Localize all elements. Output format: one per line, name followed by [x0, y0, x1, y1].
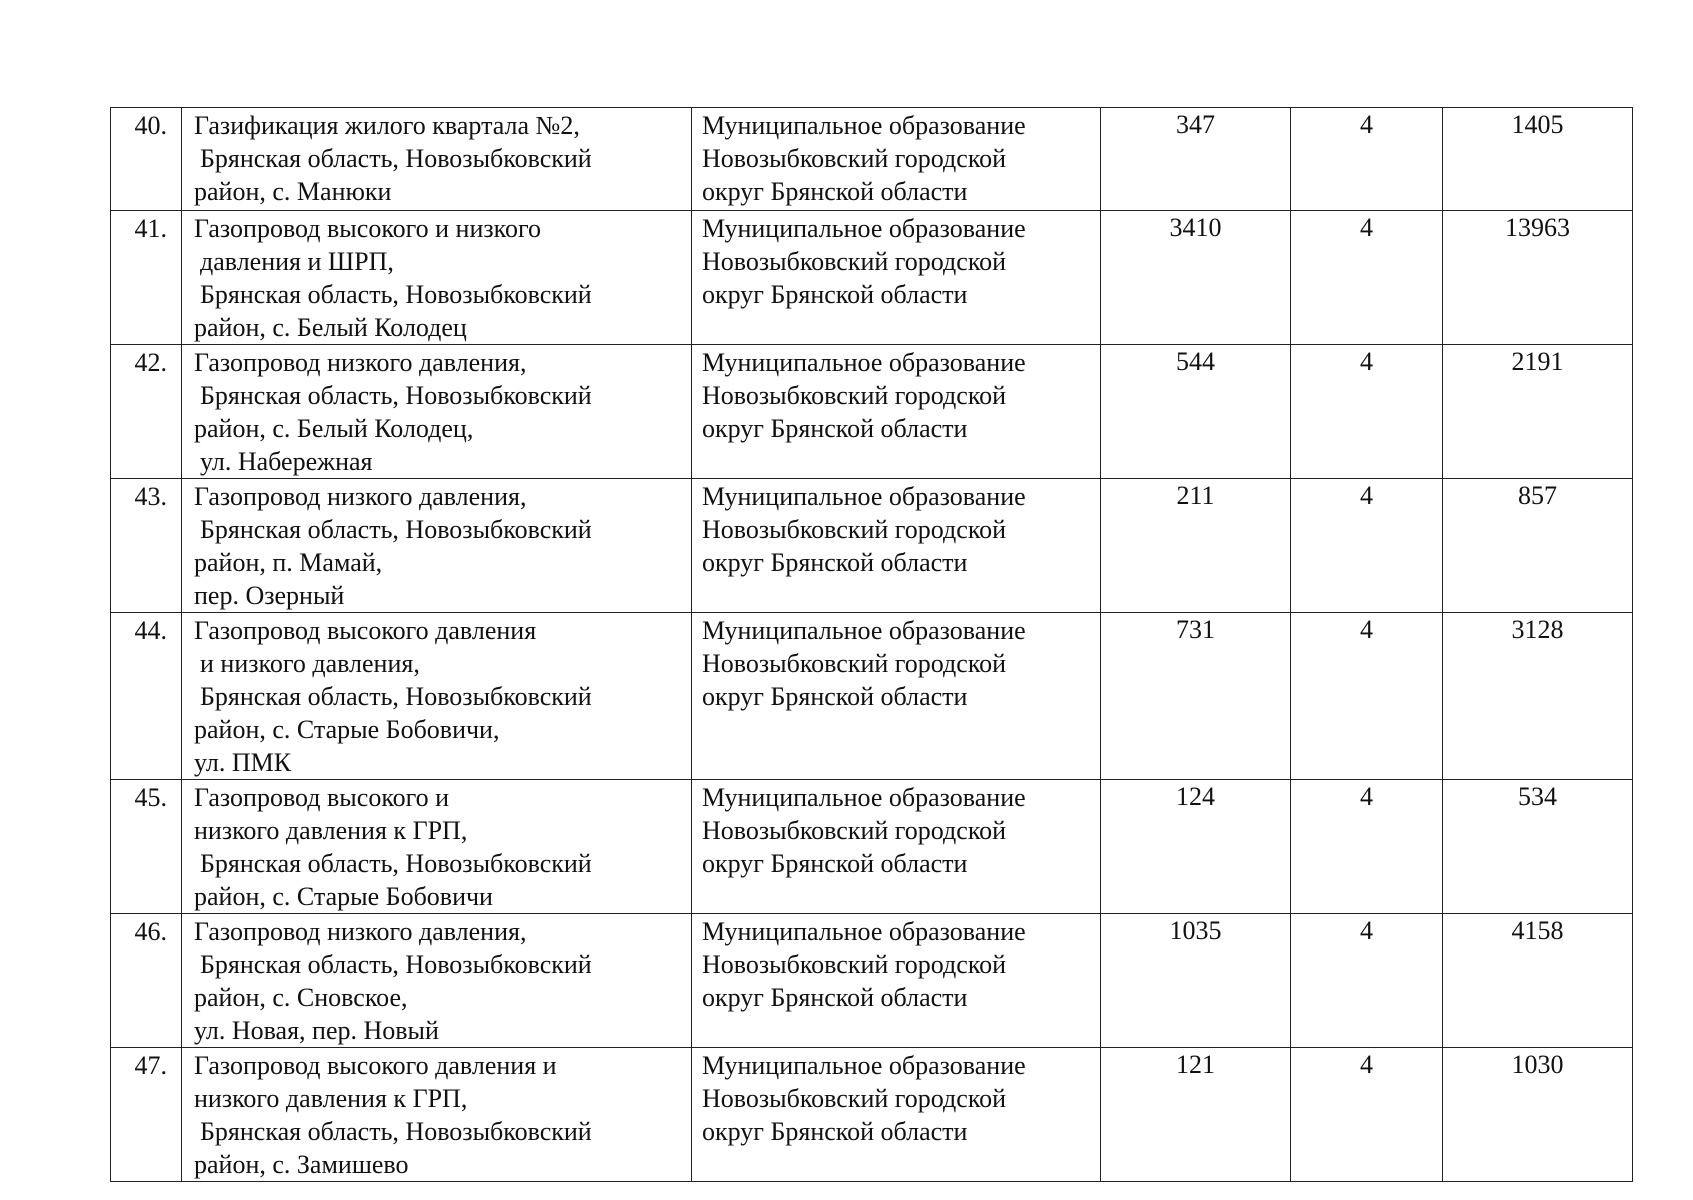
row-number: 47.: [111, 1048, 182, 1182]
cost-value: 2191: [1443, 345, 1633, 479]
owner-line: округ Брянской области: [702, 177, 968, 206]
owner-line: Новозыбковский городской: [702, 649, 1007, 678]
table-row: [111, 914, 1633, 1048]
table-row: [111, 108, 1633, 211]
cost-value: 857: [1443, 479, 1633, 613]
object-name-line: Брянская область, Новозыбковский: [200, 381, 592, 410]
property-registry-table: [110, 107, 1633, 1182]
object-name-line: Брянская область, Новозыбковский: [200, 682, 592, 711]
owner-line: округ Брянской области: [702, 1117, 968, 1146]
object-name-line: Брянская область, Новозыбковский: [200, 950, 592, 979]
owner-line: Муниципальное образование: [702, 111, 1026, 140]
owner-name: [692, 108, 1101, 211]
owner-name: [692, 479, 1101, 613]
object-name-line: Газопровод низкого давления,: [194, 348, 527, 377]
length-value: 124: [1101, 780, 1291, 914]
length-value: 731: [1101, 613, 1291, 780]
category-value: 4: [1291, 108, 1443, 211]
object-name: [182, 345, 692, 479]
owner-name: [692, 345, 1101, 479]
row-number: 40.: [111, 108, 182, 211]
cost-value: 1030: [1443, 1048, 1633, 1182]
object-name: [182, 1048, 692, 1182]
object-name-line: Газопровод низкого давления,: [194, 482, 527, 511]
object-name-line: Брянская область, Новозыбковский: [200, 515, 592, 544]
cost-value: 4158: [1443, 914, 1633, 1048]
owner-line: Новозыбковский городской: [702, 1084, 1007, 1113]
object-name-line: район, с. Белый Колодец: [194, 313, 467, 342]
object-name: [182, 780, 692, 914]
cost-value: 534: [1443, 780, 1633, 914]
object-name-line: Газопровод высокого и низкого: [194, 214, 541, 243]
object-name-line: Газопровод высокого давления и: [194, 1051, 557, 1080]
row-number: 41.: [111, 211, 182, 345]
owner-name: [692, 914, 1101, 1048]
length-value: 121: [1101, 1048, 1291, 1182]
owner-name: [692, 780, 1101, 914]
object-name-line: ул. Новая, пер. Новый: [194, 1016, 439, 1045]
object-name-line: давления и ШРП,: [200, 247, 394, 276]
table-row: [111, 479, 1633, 613]
category-value: 4: [1291, 211, 1443, 345]
object-name: [182, 914, 692, 1048]
object-name-line: ул. ПМК: [194, 748, 292, 777]
row-number: 44.: [111, 613, 182, 780]
object-name-line: пер. Озерный: [194, 581, 345, 610]
length-value: 544: [1101, 345, 1291, 479]
table-row: [111, 613, 1633, 780]
length-value: 3410: [1101, 211, 1291, 345]
object-name-line: район, с. Старые Бобовичи,: [194, 715, 500, 744]
object-name: [182, 108, 692, 211]
object-name-line: Брянская область, Новозыбковский: [200, 1117, 592, 1146]
owner-line: округ Брянской области: [702, 548, 968, 577]
category-value: 4: [1291, 479, 1443, 613]
cost-value: 1405: [1443, 108, 1633, 211]
owner-line: округ Брянской области: [702, 983, 968, 1012]
row-number: 42.: [111, 345, 182, 479]
owner-line: округ Брянской области: [702, 280, 968, 309]
cost-value: 3128: [1443, 613, 1633, 780]
object-name-line: Газопровод высокого давления: [194, 616, 537, 645]
category-value: 4: [1291, 780, 1443, 914]
object-name-line: район, п. Мамай,: [194, 548, 383, 577]
category-value: 4: [1291, 613, 1443, 780]
object-name-line: район, с. Сновское,: [194, 983, 408, 1012]
object-name-line: низкого давления к ГРП,: [194, 816, 468, 845]
table-row: [111, 780, 1633, 914]
object-name-line: Брянская область, Новозыбковский: [200, 280, 592, 309]
object-name-line: Газопровод низкого давления,: [194, 917, 527, 946]
object-name-line: район, с. Белый Колодец,: [194, 414, 474, 443]
category-value: 4: [1291, 914, 1443, 1048]
owner-line: округ Брянской области: [702, 849, 968, 878]
row-number: 43.: [111, 479, 182, 613]
owner-name: [692, 1048, 1101, 1182]
owner-line: Муниципальное образование: [702, 783, 1026, 812]
object-name-line: Газопровод высокого и: [194, 783, 450, 812]
category-value: 4: [1291, 345, 1443, 479]
owner-line: округ Брянской области: [702, 414, 968, 443]
owner-line: Муниципальное образование: [702, 482, 1026, 511]
owner-line: округ Брянской области: [702, 682, 968, 711]
object-name: [182, 479, 692, 613]
owner-line: Муниципальное образование: [702, 214, 1026, 243]
object-name-line: низкого давления к ГРП,: [194, 1084, 468, 1113]
table-row: [111, 1048, 1633, 1182]
owner-line: Новозыбковский городской: [702, 515, 1007, 544]
row-number: 45.: [111, 780, 182, 914]
object-name-line: район, с. Старые Бобовичи: [194, 882, 493, 911]
object-name-line: ул. Набережная: [200, 447, 373, 476]
owner-line: Муниципальное образование: [702, 348, 1026, 377]
object-name: [182, 613, 692, 780]
category-value: 4: [1291, 1048, 1443, 1182]
row-number: 46.: [111, 914, 182, 1048]
object-name-line: и низкого давления,: [200, 649, 420, 678]
table-row: [111, 211, 1633, 345]
object-name-line: район, с. Манюки: [194, 177, 392, 206]
owner-line: Муниципальное образование: [702, 917, 1026, 946]
owner-line: Новозыбковский городской: [702, 247, 1007, 276]
object-name-line: Газификация жилого квартала №2,: [194, 111, 580, 140]
owner-line: Новозыбковский городской: [702, 381, 1007, 410]
length-value: 1035: [1101, 914, 1291, 1048]
owner-name: [692, 211, 1101, 345]
table-row: [111, 345, 1633, 479]
owner-line: Муниципальное образование: [702, 1051, 1026, 1080]
owner-line: Новозыбковский городской: [702, 144, 1007, 173]
table-body: [111, 108, 1633, 1182]
owner-line: Муниципальное образование: [702, 616, 1026, 645]
length-value: 211: [1101, 479, 1291, 613]
owner-name: [692, 613, 1101, 780]
length-value: 347: [1101, 108, 1291, 211]
cost-value: 13963: [1443, 211, 1633, 345]
object-name-line: район, с. Замишево: [194, 1150, 409, 1179]
object-name-line: Брянская область, Новозыбковский: [200, 144, 592, 173]
owner-line: Новозыбковский городской: [702, 950, 1007, 979]
object-name-line: Брянская область, Новозыбковский: [200, 849, 592, 878]
object-name: [182, 211, 692, 345]
owner-line: Новозыбковский городской: [702, 816, 1007, 845]
